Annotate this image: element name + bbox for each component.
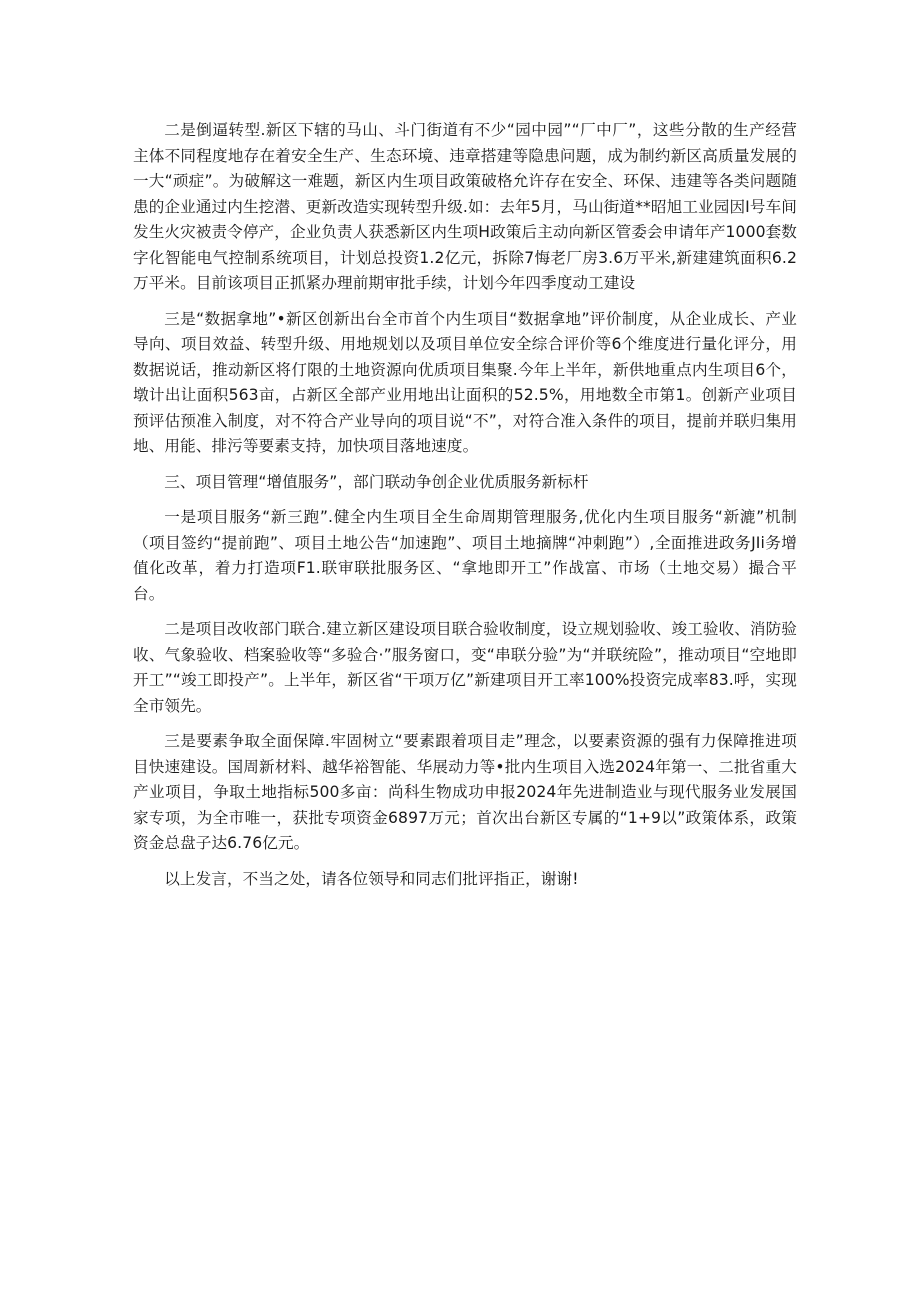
paragraph-transformation: 二是倒逼转型.新区下辖的马山、斗门街道有不少“园中园”“厂中厂”，这些分散的生产经营主体不同程度地存在着安全生产、生态环境、违章搭建等隐患问题，成为制约新区高质量发展的一大“顽症”。为破解这一难题，新区内生项目政策破格允许存在安全、环保、违建等各类问题随患的企业通过内生挖潜、更新改造实现转型升级.如：去年5月，马山街道**昭旭工业园因I号车间发生火灾被责令停产，企业负责人获悉新区内生项H政策后主动向新区管委会申请年产1000套数字化智能电气控制系统项目，计划总投资1.2亿元，拆除7悔老厂房3.6万平米,新建建筑面积6.2万平米。目前该项目正抓紧办理前期审批手续，计划今年四季度动工建设 <box>133 121 797 292</box>
paragraph-project-service: 一是项目服务“新三跑”.健全内生项目全生命周期管理服务,优化内生项目服务“新漉”机制（项目签约“提前跑”、项目土地公告“加速跑”、项目土地摘牌“冲刺跑”）,全面推进政务JIi务增值化改革，着力打造项F1.联审联批服务区、“拿地即开工”作战富、市场（土地交易）撮合平台。 <box>133 508 797 603</box>
paragraph-data-land: 三是“数据拿地”•新区创新出台全市首个内生项目“数据拿地”评价制度，从企业成长、产业导向、项目效益、转型升级、用地规划以及项目单位安全综合评价等6个维度进行量化评分，用数据说话，推动新区将仃限的土地资源向优质项目集聚.今年上半年，新供地重点内生项目6个，墩计出让面积563亩，占新区全部产业用地出让面积的52.5%，用地数全市第1。创新产业项目预评估预准入制度，对不符合产业导向的项目说“不”，对符合准入条件的项目，提前并联归集用地、用能、排污等要素支持，加快项目落地速度。 <box>133 309 797 455</box>
paragraph-joint-acceptance: 二是项目改收部门联合.建立新区建设项目联合验收制度，设立规划验收、竣工验收、消防验收、气象验收、档案验收等“多验合·”服务窗口，变“串联分验”为“并联统险”，推动项目“空地即开工”“竣工即投产”。上半年，新区省“干项万亿”新建项目开工率100%投资完成率83.呼，实现全市领先。 <box>133 620 797 715</box>
document-body <box>133 118 797 902</box>
paragraph-factor-guarantee: 三是要素争取全面保障.牢固树立“要素跟着项目走”理念，以要素资源的强有力保障推进项目快速建设。国周新材料、越华裕智能、华展动力等•批内生项目入选2024年第一、二批省重大产业项目，争取土地指标500多亩：尚科生物成功申报2024年先进制造业与现代服务业发展国家专项，为全市唯一，获批专项资金6897万元；首次出台新区专属的“1+9以”政策体系，政策资金总盘子达6.76亿元。 <box>133 732 797 852</box>
paragraph-closing: 以上发言，不当之处，请各位领导和同志们批评指正，谢谢! <box>164 869 579 888</box>
section-heading-project-management: 三、项目管理“增值服务”，部门联动争创企业优质服务新标杆 <box>164 472 589 491</box>
